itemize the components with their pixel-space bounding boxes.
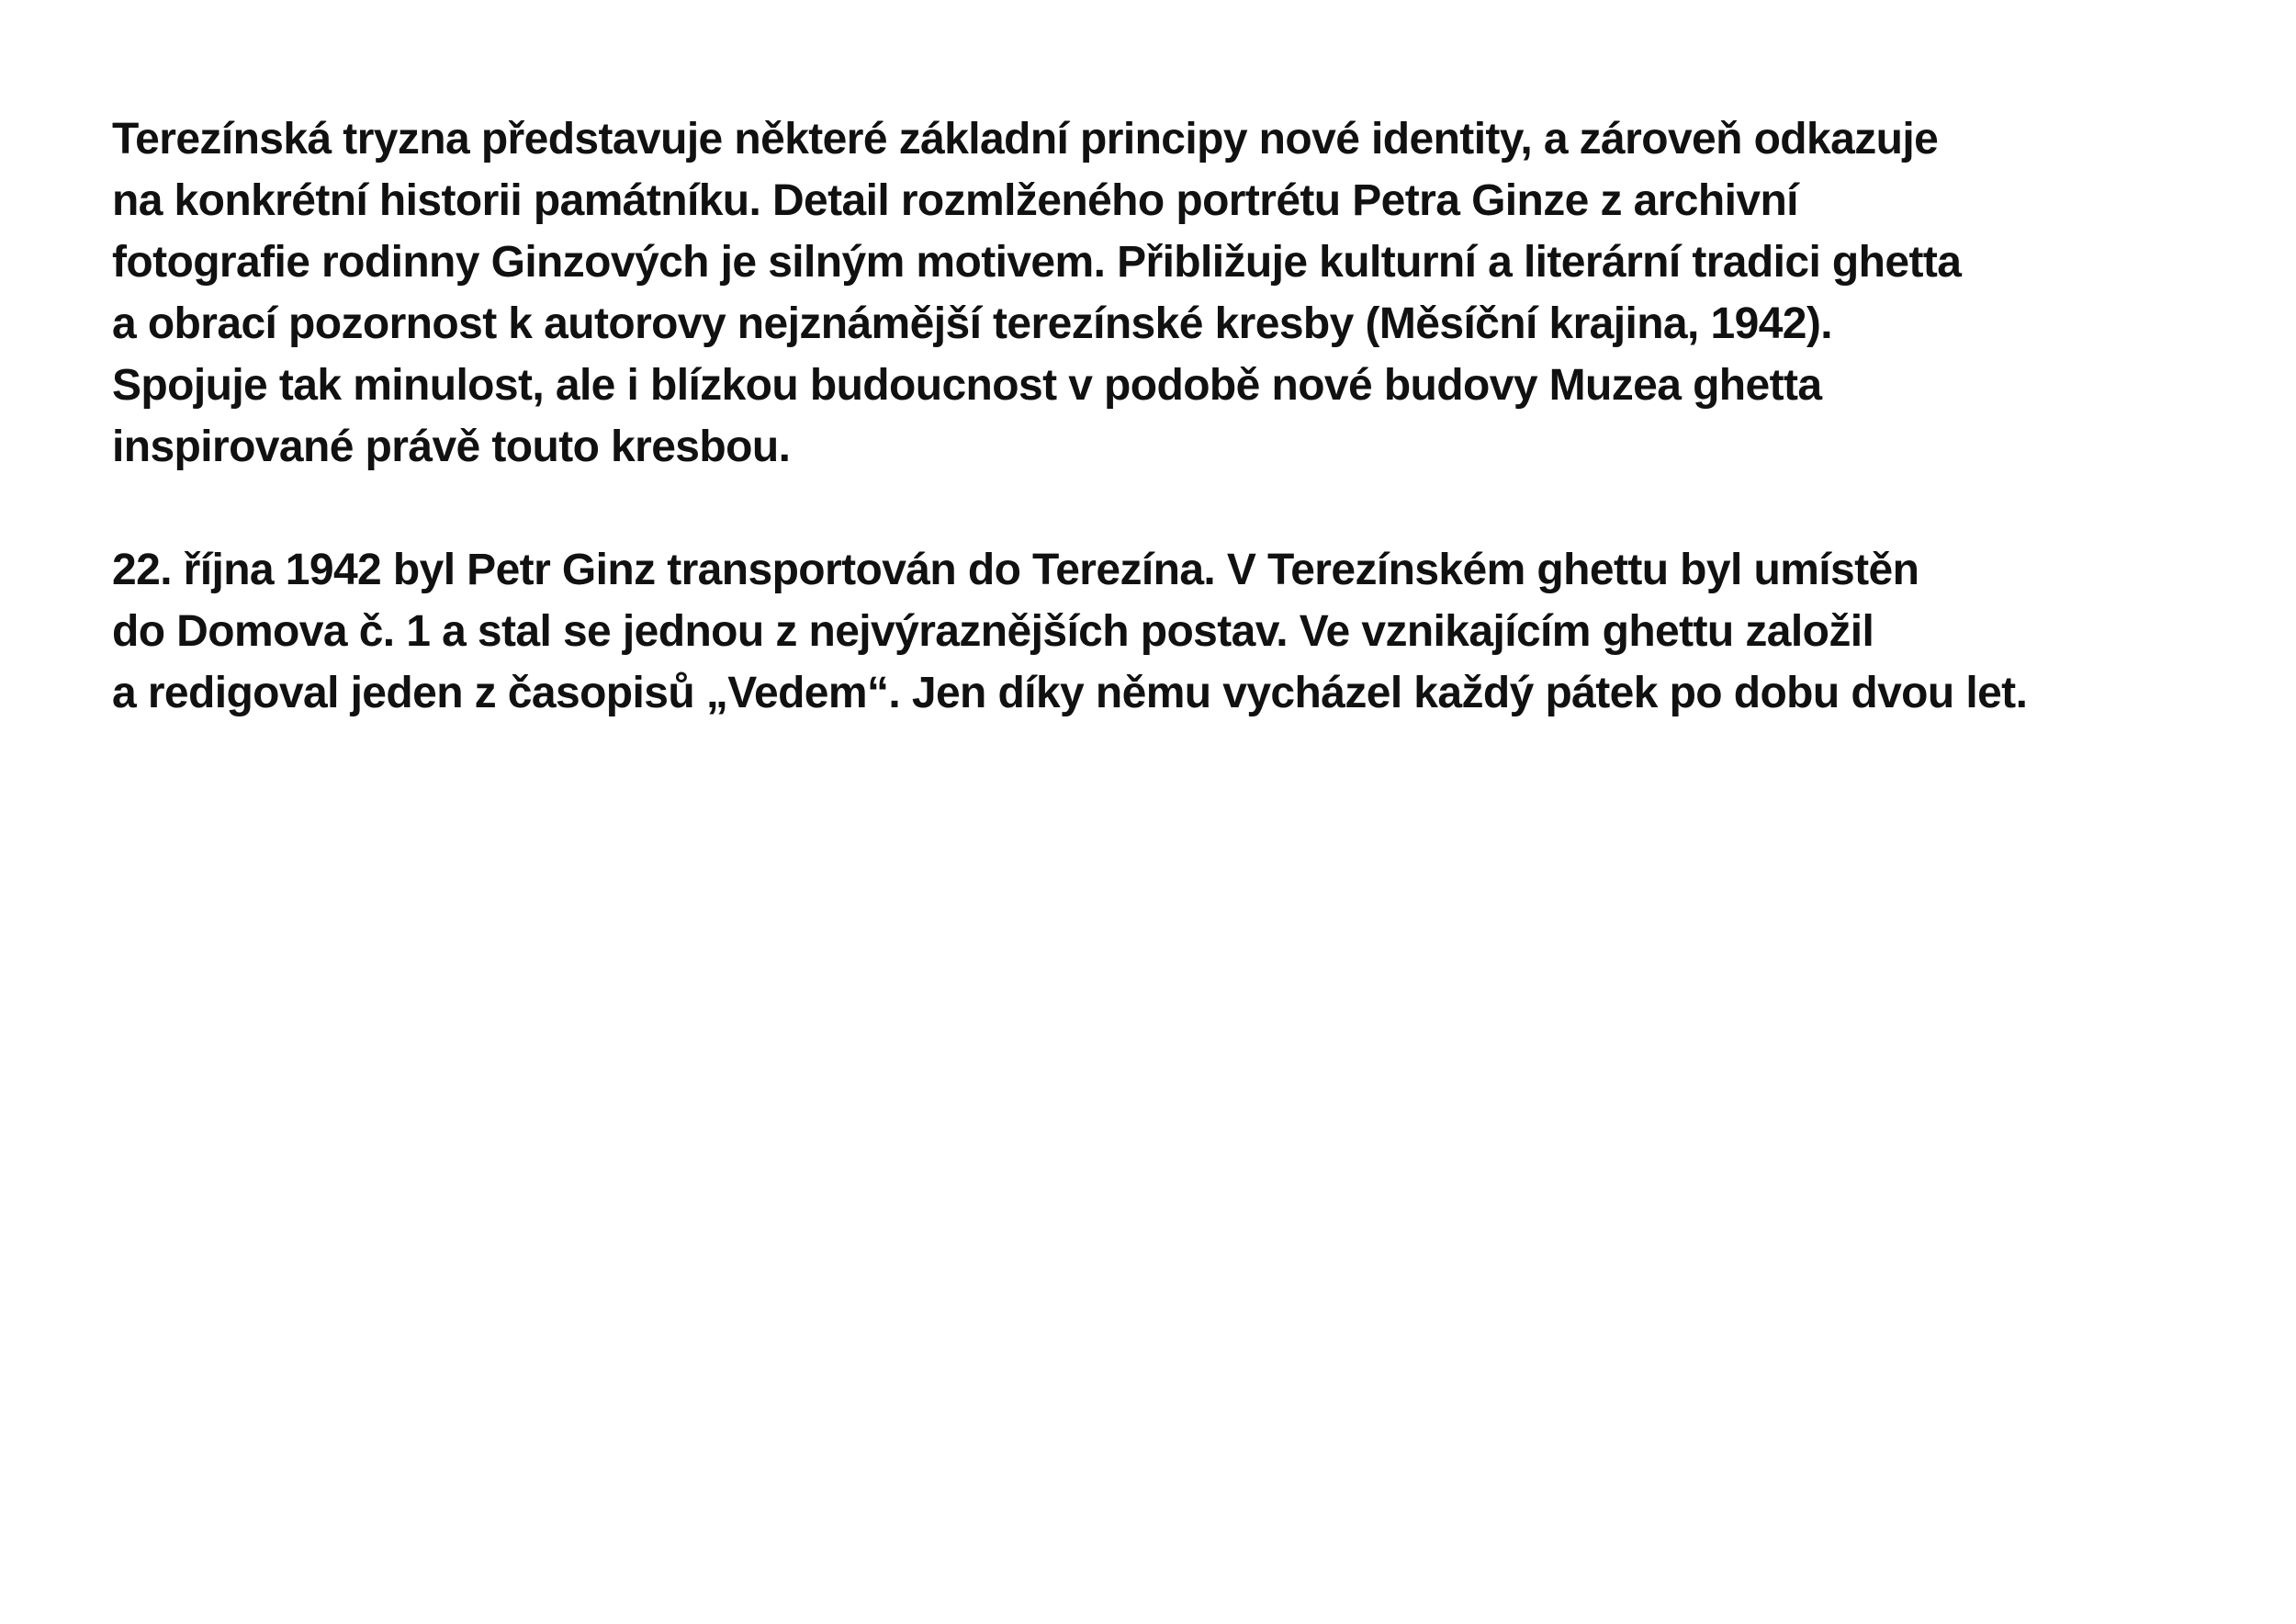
text-line: a obrací pozornost k autorovy nejznámější terezínské kresby (Měsíční krajina, 1942). xyxy=(112,299,1832,348)
document-text xyxy=(112,108,2224,724)
text-line: Terezínská tryzna představuje některé základní principy nové identity, a zároveň odkazuje xyxy=(112,115,1939,164)
text-line: Spojuje tak minulost, ale i blízkou budoucnost v podobě nové budovy Muzea ghetta xyxy=(112,361,1822,410)
text-line: inspirované právě touto kresbou. xyxy=(112,423,791,471)
text-line: fotografie rodinny Ginzových je silným motivem. Přibližuje kulturní a literární tradici ghetta xyxy=(112,238,1962,287)
text-line: 22. října 1942 byl Petr Ginz transportován do Terezína. V Terezínském ghettu byl umístěn xyxy=(112,546,1919,594)
paragraph-2 xyxy=(112,539,2224,724)
paragraph-1 xyxy=(112,108,2224,478)
text-line: a redigoval jeden z časopisů „Vedem“. Jen díky němu vycházel každý pátek po dobu dvou let. xyxy=(112,669,2028,717)
text-line: na konkrétní historii památníku. Detail rozmlženého portrétu Petra Ginze z archivní xyxy=(112,176,1798,225)
text-line: do Domova č. 1 a stal se jednou z nejvýraznějších postav. Ve vznikajícím ghettu založil xyxy=(112,607,1874,656)
